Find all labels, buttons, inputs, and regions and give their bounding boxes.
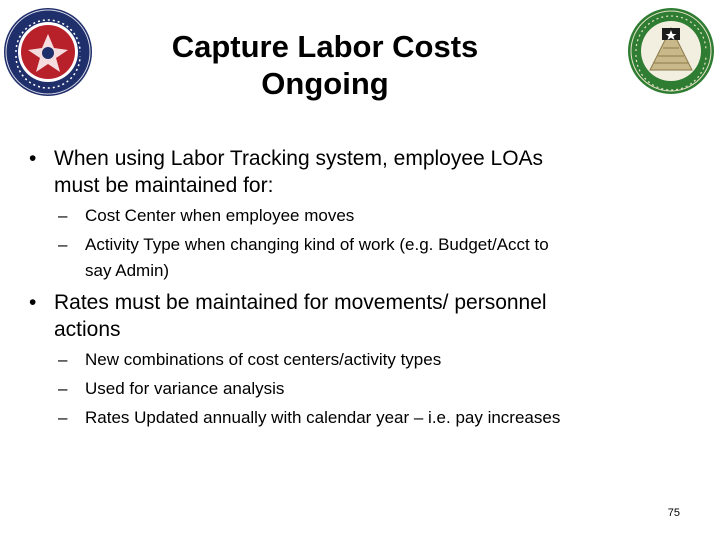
army-seal-icon bbox=[626, 6, 716, 96]
sub-bullet-text bbox=[85, 232, 655, 284]
sub-bullet-text-line: Used for variance analysis bbox=[85, 379, 285, 398]
sub-bullet-text bbox=[85, 376, 655, 402]
slide-title-line1: Capture Labor Costs bbox=[171, 29, 479, 64]
sub-bullet-marker: – bbox=[58, 235, 68, 254]
bullet-text bbox=[54, 145, 654, 199]
bullet-text-line: actions bbox=[54, 318, 121, 341]
sub-bullet-text-line: Cost Center when employee moves bbox=[85, 206, 355, 225]
sub-bullet-text-line: Activity Type when changing kind of work (e.g. Budget/Acct to bbox=[85, 235, 549, 254]
sub-bullet-text bbox=[85, 347, 655, 373]
bullet-marker: • bbox=[29, 291, 37, 314]
sub-bullet-marker: – bbox=[58, 206, 68, 225]
page-number: 75 bbox=[667, 507, 680, 519]
sub-bullet-text-line: New combinations of cost centers/activity types bbox=[85, 350, 442, 369]
bullet-marker: • bbox=[29, 147, 37, 170]
sub-bullet-text bbox=[85, 203, 655, 229]
bullet-text bbox=[54, 289, 654, 343]
bullet-text-line: Rates must be maintained for movements/ personnel bbox=[54, 291, 547, 314]
sub-bullet-text bbox=[85, 405, 655, 431]
assistant-secretary-seal-icon bbox=[2, 6, 94, 98]
bullet-text-line: must be maintained for: bbox=[54, 174, 274, 197]
sub-bullet-marker: – bbox=[58, 379, 68, 398]
right-seal-logo bbox=[626, 6, 716, 96]
sub-bullet-text-line: Rates Updated annually with calendar year – i.e. pay increases bbox=[85, 408, 561, 427]
slide-title-line2: Ongoing bbox=[261, 66, 389, 102]
slide-title bbox=[110, 28, 540, 102]
bullet-text-line: When using Labor Tracking system, employee LOAs bbox=[54, 147, 544, 170]
left-seal-logo bbox=[2, 6, 94, 98]
sub-bullet-text-line: say Admin) bbox=[85, 261, 170, 280]
sub-bullet-marker: – bbox=[58, 408, 68, 427]
sub-bullet-marker: – bbox=[58, 350, 68, 369]
